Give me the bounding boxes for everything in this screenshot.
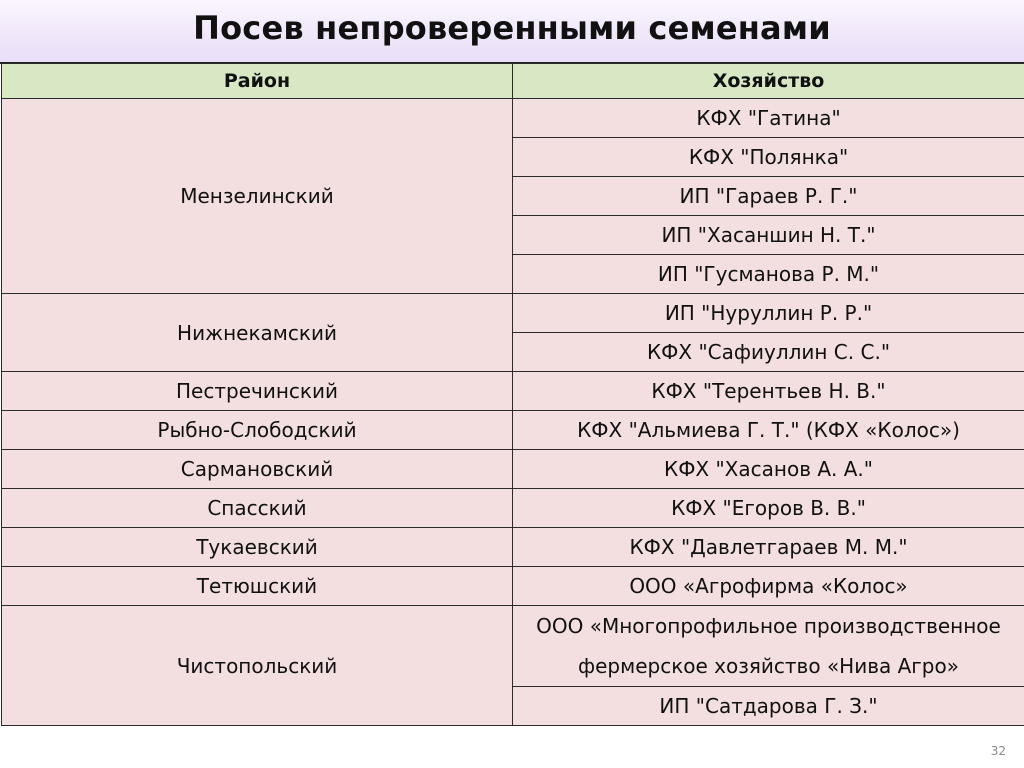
page-title: Посев непроверенными семенами (193, 9, 831, 47)
district-cell: Сармановский (2, 450, 513, 489)
district-cell: Тукаевский (2, 528, 513, 567)
table-header-row (2, 64, 1024, 99)
table-row (2, 372, 1024, 411)
farm-cell: КФХ "Давлетгараев М. М." (513, 528, 1024, 567)
district-cell: Спасский (2, 489, 513, 528)
farm-cell: КФХ "Терентьев Н. В." (513, 372, 1024, 411)
farm-cell: КФХ "Егоров В. В." (513, 489, 1024, 528)
farm-cell: ООО «Многопрофильное производственное фермерское хозяйство «Нива Агро» (513, 606, 1024, 687)
farms-table (1, 63, 1024, 726)
farm-cell: ИП "Сатдарова Г. З." (513, 687, 1024, 726)
page-number: 32 (990, 744, 1006, 758)
farm-cell: КФХ "Полянка" (513, 138, 1024, 177)
table-row (2, 411, 1024, 450)
table-row (2, 567, 1024, 606)
district-cell: Нижнекамский (2, 294, 513, 372)
district-cell: Тетюшский (2, 567, 513, 606)
farm-cell: КФХ "Альмиева Г. Т." (КФХ «Колос») (513, 411, 1024, 450)
farm-cell: ИП "Гараев Р. Г." (513, 177, 1024, 216)
farm-cell: ИП "Хасаншин Н. Т." (513, 216, 1024, 255)
farm-cell: КФХ "Хасанов А. А." (513, 450, 1024, 489)
title-bar (0, 0, 1024, 62)
table-row (2, 294, 1024, 333)
farm-cell: КФХ "Сафиуллин С. С." (513, 333, 1024, 372)
table-row (2, 489, 1024, 528)
farm-cell: ИП "Нуруллин Р. Р." (513, 294, 1024, 333)
district-cell: Мензелинский (2, 99, 513, 294)
district-cell: Рыбно-Слободский (2, 411, 513, 450)
table-row (2, 99, 1024, 138)
district-cell: Пестречинский (2, 372, 513, 411)
table-row (2, 606, 1024, 687)
farm-cell: КФХ "Гатина" (513, 99, 1024, 138)
farm-cell: ООО «Агрофирма «Колос» (513, 567, 1024, 606)
district-cell: Чистопольский (2, 606, 513, 726)
table-row (2, 528, 1024, 567)
column-header-district: Район (2, 64, 513, 99)
column-header-farm: Хозяйство (513, 64, 1024, 99)
farm-cell: ИП "Гусманова Р. М." (513, 255, 1024, 294)
table-row (2, 450, 1024, 489)
